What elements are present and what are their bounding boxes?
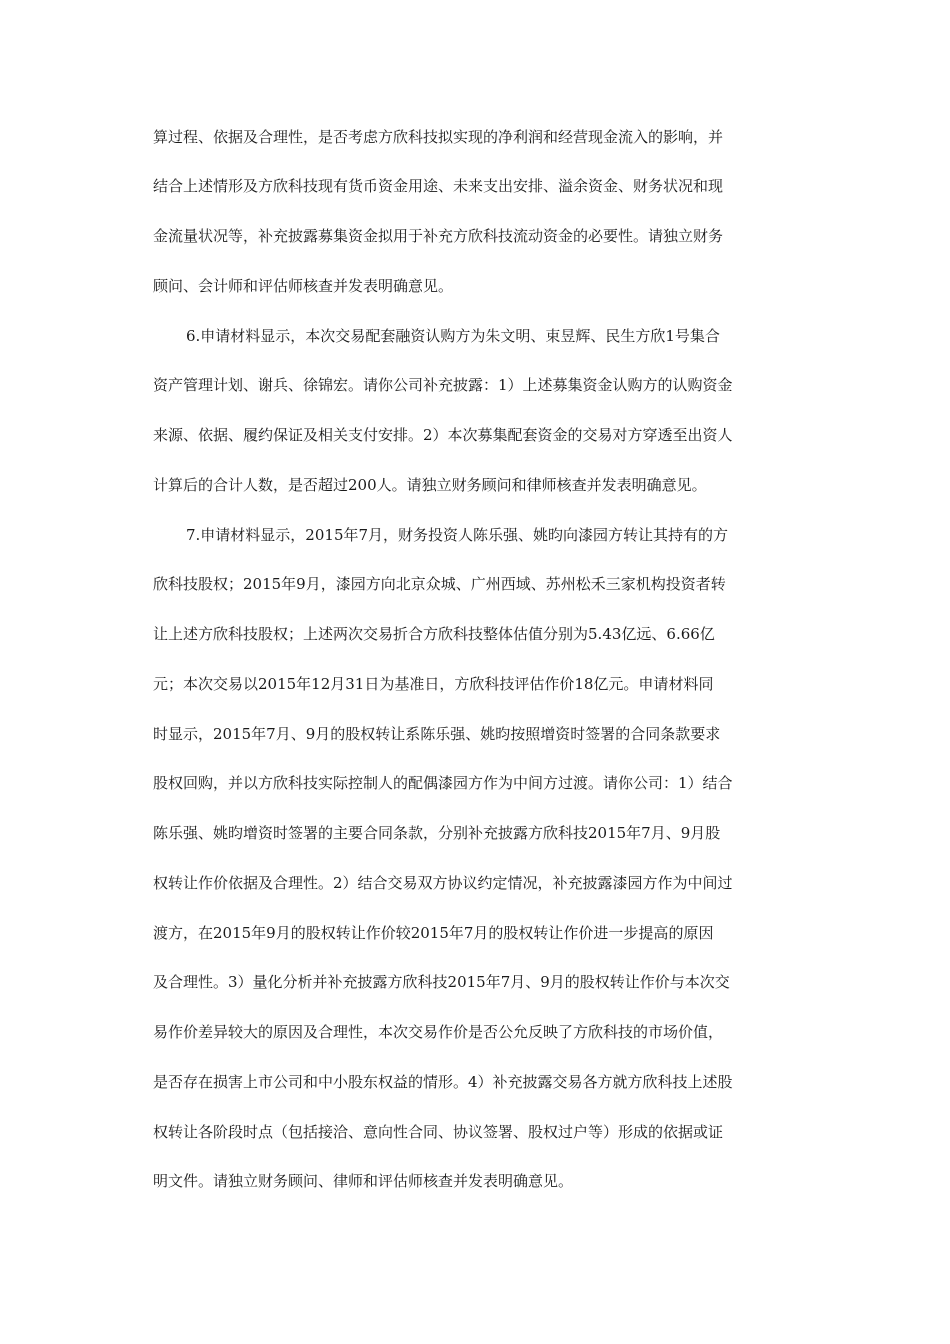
text-line: 及合理性。3）量化分析并补充披露方欣科技2015年7月、9月的股权转让作价与本次交: [153, 973, 730, 991]
text-line: 金流量状况等，补充披露募集资金拟用于补充方欣科技流动资金的必要性。请独立财务: [153, 227, 724, 245]
text-line: 算过程、依据及合理性，是否考虑方欣科技拟实现的净利润和经营现金流入的影响，并: [153, 128, 724, 146]
text-line: 资产管理计划、谢兵、徐锦宏。请你公司补充披露：1）上述募集资金认购方的认购资金: [153, 376, 733, 394]
text-line: 时显示，2015年7月、9月的股权转让系陈乐强、姚昀按照增资时签署的合同条款要求: [153, 725, 721, 743]
text-line: 易作价差异较大的原因及合理性，本次交易作价是否公允反映了方欣科技的市场价值，: [153, 1023, 724, 1041]
text-line: 来源、依据、履约保证及相关支付安排。2）本次募集配套资金的交易对方穿透至出资人: [153, 426, 733, 444]
text-line: 欣科技股权；2015年9月，漆园方向北京众城、广州西域、苏州松禾三家机构投资者转: [153, 575, 726, 593]
text-line: 元；本次交易以2015年12月31日为基准日，方欣科技评估作价18亿元。申请材料同: [153, 675, 714, 693]
text-line: 陈乐强、姚昀增资时签署的主要合同条款，分别补充披露方欣科技2015年7月、9月股: [153, 824, 721, 842]
text-line: 渡方，在2015年9月的股权转让作价较2015年7月的股权转让作价进一步提高的原因: [153, 924, 714, 942]
text-line: 计算后的合计人数，是否超过200人。请独立财务顾问和律师核查并发表明确意见。: [153, 476, 707, 494]
paragraph-7-first-line: 7.申请材料显示，2015年7月，财务投资人陈乐强、姚昀向漆园方转让其持有的方: [186, 526, 729, 544]
text-line: 顾问、会计师和评估师核查并发表明确意见。: [153, 277, 454, 295]
text-line: 明文件。请独立财务顾问、律师和评估师核查并发表明确意见。: [153, 1172, 574, 1190]
text-line: 结合上述情形及方欣科技现有货币资金用途、未来支出安排、溢余资金、财务状况和现: [153, 177, 724, 195]
text-line: 权转让各阶段时点（包括接洽、意向性合同、协议签署、股权过户等）形成的依据或证: [153, 1123, 724, 1141]
text-line: 股权回购，并以方欣科技实际控制人的配偶漆园方作为中间方过渡。请你公司：1）结合: [153, 774, 733, 792]
text-line: 权转让作价依据及合理性。2）结合交易双方协议约定情况，补充披露漆园方作为中间过: [153, 874, 733, 892]
text-line: 是否存在损害上市公司和中小股东权益的情形。4）补充披露交易各方就方欣科技上述股: [153, 1073, 733, 1091]
paragraph-6-first-line: 6.申请材料显示，本次交易配套融资认购方为朱文明、束昱辉、民生方欣1号集合: [186, 327, 720, 345]
text-line: 让上述方欣科技股权；上述两次交易折合方欣科技整体估值分别为5.43亿远、6.66亿: [153, 625, 715, 643]
